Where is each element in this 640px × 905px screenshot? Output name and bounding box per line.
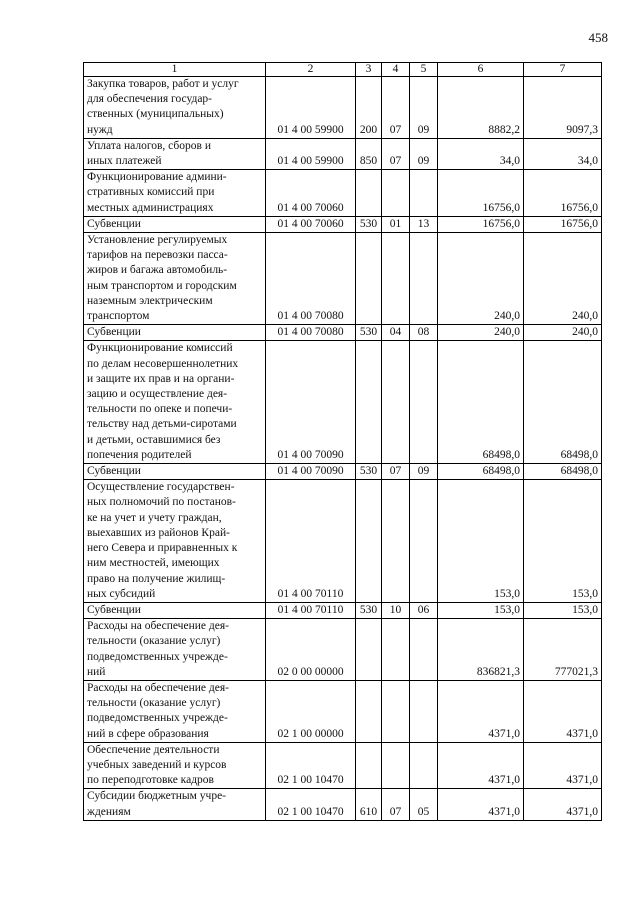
expense-type: 530	[356, 216, 382, 232]
expense-type	[356, 680, 382, 742]
expense-type	[356, 480, 382, 603]
column-header: 3	[356, 63, 382, 77]
page-number: 458	[588, 30, 608, 45]
amount-year-1: 4371,0	[438, 742, 524, 789]
expense-type	[356, 170, 382, 217]
table-row	[84, 216, 602, 232]
amount-year-1: 16756,0	[438, 216, 524, 232]
item-name: Осуществление государствен- ных полномочий по постанов- ке на учет и учету граждан, выехавших из районов Край- него Севера и приравненных к ним местностей, имеющих право на получение жилищ- ных субсидий	[84, 480, 266, 603]
item-name: Функционирование комиссий по делам несовершеннолетних и защите их прав и на органи- зацию и осуществление дея- тельности по опеке и попечи- тельству над детьми-сиротами и детьми, оставшимися без попечения родителей	[84, 341, 266, 464]
amount-year-2: 240,0	[524, 233, 602, 325]
column-header: 7	[524, 63, 602, 77]
subsection-code	[410, 480, 438, 603]
table-row	[84, 789, 602, 820]
subsection-code	[410, 233, 438, 325]
subsection-code	[410, 680, 438, 742]
item-name: Субсидии бюджетным учре- ждениям	[84, 789, 266, 820]
section-code: 01	[382, 216, 410, 232]
amount-year-1: 68498,0	[438, 464, 524, 480]
amount-year-1: 240,0	[438, 325, 524, 341]
subsection-code: 05	[410, 789, 438, 820]
section-code	[382, 619, 410, 681]
item-name: Уплата налогов, сборов и иных платежей	[84, 138, 266, 169]
target-code: 02 1 00 00000	[266, 680, 356, 742]
amount-year-2: 153,0	[524, 602, 602, 618]
amount-year-1: 68498,0	[438, 341, 524, 464]
target-code: 01 4 00 70060	[266, 216, 356, 232]
item-name: Закупка товаров, работ и услуг для обеспечения государ- ственных (муниципальных) нужд	[84, 77, 266, 139]
table-row	[84, 233, 602, 325]
section-code: 10	[382, 602, 410, 618]
expense-type	[356, 341, 382, 464]
expense-type: 200	[356, 77, 382, 139]
amount-year-1: 153,0	[438, 480, 524, 603]
amount-year-1: 8882,2	[438, 77, 524, 139]
expense-type: 610	[356, 789, 382, 820]
amount-year-1: 4371,0	[438, 789, 524, 820]
amount-year-2: 777021,3	[524, 619, 602, 681]
amount-year-1: 16756,0	[438, 170, 524, 217]
amount-year-1: 153,0	[438, 602, 524, 618]
subsection-code: 09	[410, 138, 438, 169]
subsection-code	[410, 619, 438, 681]
target-code: 01 4 00 70090	[266, 341, 356, 464]
section-code: 07	[382, 464, 410, 480]
amount-year-2: 4371,0	[524, 680, 602, 742]
table-row	[84, 602, 602, 618]
item-name: Расходы на обеспечение дея- тельности (оказание услуг) подведомственных учрежде- ний	[84, 619, 266, 681]
column-header: 5	[410, 63, 438, 77]
item-name: Установление регулируемых тарифов на перевозки пасса- жиров и багажа автомобиль- ным транспортом и городским наземным электрическим транспортом	[84, 233, 266, 325]
section-code: 07	[382, 77, 410, 139]
table-row	[84, 138, 602, 169]
budget-table	[83, 62, 602, 821]
amount-year-2: 9097,3	[524, 77, 602, 139]
subsection-code	[410, 170, 438, 217]
item-name: Расходы на обеспечение дея- тельности (оказание услуг) подведомственных учрежде- ний в сфере образования	[84, 680, 266, 742]
amount-year-2: 68498,0	[524, 341, 602, 464]
amount-year-2: 4371,0	[524, 742, 602, 789]
expense-type	[356, 742, 382, 789]
expense-type: 530	[356, 602, 382, 618]
amount-year-2: 34,0	[524, 138, 602, 169]
section-code	[382, 233, 410, 325]
section-code: 07	[382, 789, 410, 820]
target-code: 01 4 00 59900	[266, 77, 356, 139]
target-code: 01 4 00 70110	[266, 480, 356, 603]
subsection-code: 08	[410, 325, 438, 341]
subsection-code: 06	[410, 602, 438, 618]
section-code	[382, 480, 410, 603]
item-name: Субвенции	[84, 325, 266, 341]
amount-year-1: 4371,0	[438, 680, 524, 742]
subsection-code	[410, 341, 438, 464]
section-code: 04	[382, 325, 410, 341]
target-code: 01 4 00 70060	[266, 170, 356, 217]
subsection-code: 09	[410, 464, 438, 480]
amount-year-2: 68498,0	[524, 464, 602, 480]
section-code	[382, 680, 410, 742]
table-row	[84, 464, 602, 480]
expense-type	[356, 619, 382, 681]
target-code: 02 0 00 00000	[266, 619, 356, 681]
header-row	[84, 63, 602, 77]
column-header: 2	[266, 63, 356, 77]
item-name: Субвенции	[84, 216, 266, 232]
subsection-code: 09	[410, 77, 438, 139]
amount-year-2: 153,0	[524, 480, 602, 603]
column-header: 6	[438, 63, 524, 77]
amount-year-2: 16756,0	[524, 170, 602, 217]
table-row	[84, 170, 602, 217]
amount-year-2: 240,0	[524, 325, 602, 341]
table-row	[84, 742, 602, 789]
target-code: 02 1 00 10470	[266, 742, 356, 789]
section-code	[382, 170, 410, 217]
amount-year-2: 4371,0	[524, 789, 602, 820]
expense-type: 530	[356, 464, 382, 480]
table-row	[84, 480, 602, 603]
item-name: Обеспечение деятельности учебных заведений и курсов по переподготовке кадров	[84, 742, 266, 789]
table-row	[84, 77, 602, 139]
table-row	[84, 680, 602, 742]
expense-type	[356, 233, 382, 325]
item-name: Функционирование админи- стративных комиссий при местных администрациях	[84, 170, 266, 217]
expense-type: 530	[356, 325, 382, 341]
item-name: Субвенции	[84, 464, 266, 480]
target-code: 01 4 00 70080	[266, 233, 356, 325]
section-code	[382, 341, 410, 464]
amount-year-2: 16756,0	[524, 216, 602, 232]
section-code	[382, 742, 410, 789]
amount-year-1: 34,0	[438, 138, 524, 169]
table-row	[84, 341, 602, 464]
item-name: Субвенции	[84, 602, 266, 618]
section-code: 07	[382, 138, 410, 169]
target-code: 01 4 00 70110	[266, 602, 356, 618]
subsection-code: 13	[410, 216, 438, 232]
target-code: 01 4 00 59900	[266, 138, 356, 169]
column-header: 4	[382, 63, 410, 77]
amount-year-1: 836821,3	[438, 619, 524, 681]
table-row	[84, 619, 602, 681]
column-header: 1	[84, 63, 266, 77]
target-code: 02 1 00 10470	[266, 789, 356, 820]
target-code: 01 4 00 70080	[266, 325, 356, 341]
table-row	[84, 325, 602, 341]
amount-year-1: 240,0	[438, 233, 524, 325]
target-code: 01 4 00 70090	[266, 464, 356, 480]
subsection-code	[410, 742, 438, 789]
expense-type: 850	[356, 138, 382, 169]
